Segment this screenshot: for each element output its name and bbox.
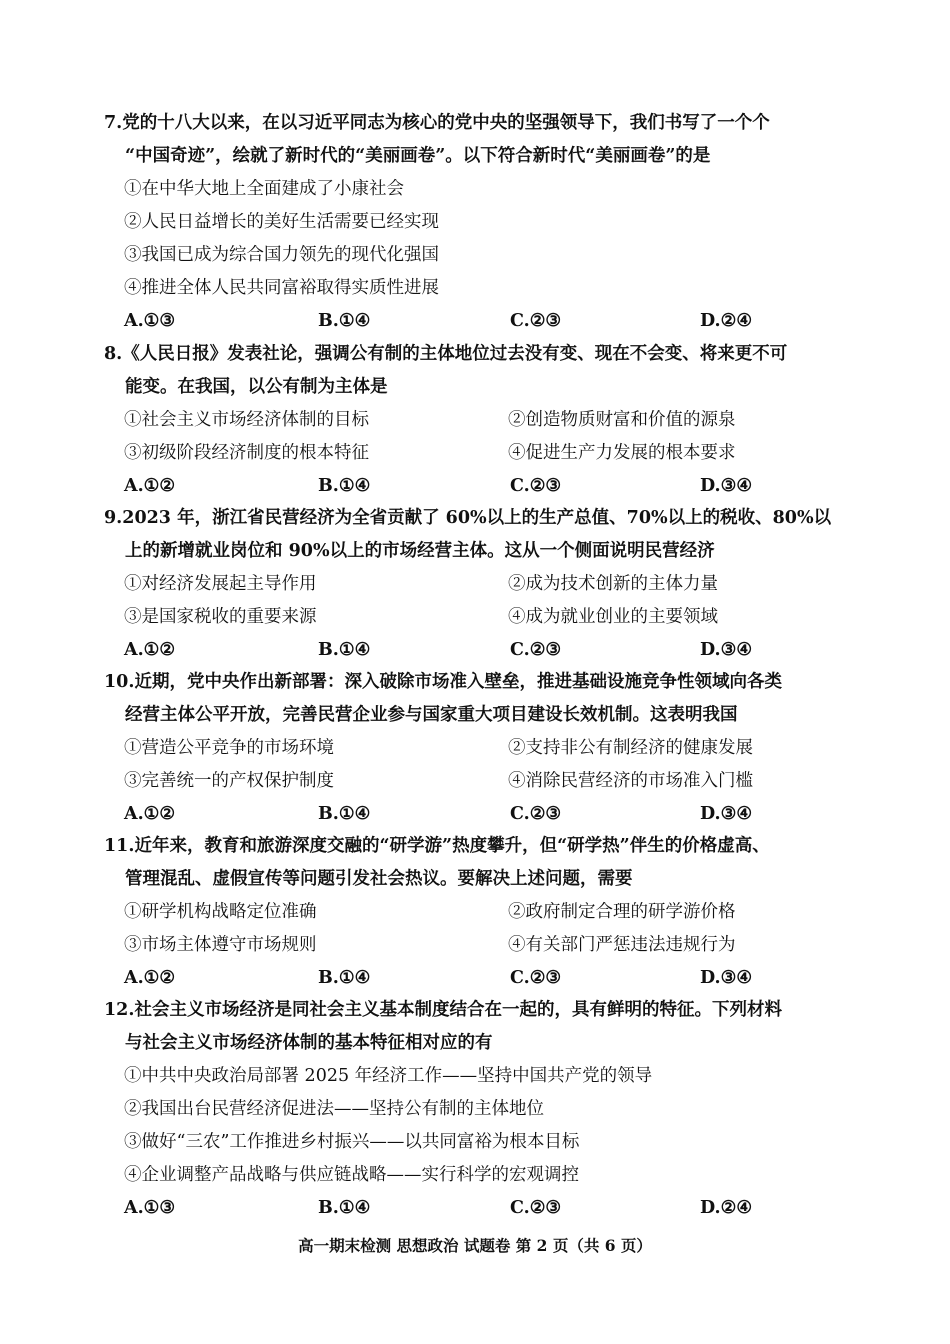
- statement-3: ③是国家税收的重要来源: [124, 607, 317, 627]
- statement-1: ①中共中央政治局部署 2025 年经济工作——坚持中国共产党的领导: [124, 1066, 653, 1086]
- question-stem-line: 10.近期，党中央作出新部署：深入破除市场准入壁垒，推进基础设施竞争性领域向各类: [104, 672, 782, 692]
- statement-4: ④成为就业创业的主要领域: [508, 607, 718, 627]
- statement-3: ③初级阶段经济制度的根本特征: [124, 443, 369, 463]
- choice-d: D.③④: [700, 640, 753, 660]
- choice-a: A.①②: [124, 640, 176, 660]
- question-stem-line: 能变。在我国，以公有制为主体是: [125, 377, 388, 397]
- statement-1: ①在中华大地上全面建成了小康社会: [124, 179, 404, 199]
- statement-2: ②成为技术创新的主体力量: [508, 574, 718, 594]
- statement-2: ②支持非公有制经济的健康发展: [508, 738, 753, 758]
- statement-2: ②政府制定合理的研学游价格: [508, 902, 736, 922]
- choice-b: B.①④: [318, 804, 371, 824]
- choice-a: A.①③: [124, 1198, 176, 1218]
- choice-b: B.①④: [318, 476, 371, 496]
- question-stem-line: 7.党的十八大以来，在以习近平同志为核心的党中央的坚强领导下，我们书写了一个个: [104, 113, 770, 133]
- question-stem-line: 11.近年来，教育和旅游深度交融的“研学游”热度攀升，但“研学热”伴生的价格虚高、: [104, 836, 770, 856]
- statement-3: ③做好“三农”工作推进乡村振兴——以共同富裕为根本目标: [124, 1132, 580, 1152]
- statement-1: ①营造公平竞争的市场环境: [124, 738, 334, 758]
- statement-1: ①社会主义市场经济体制的目标: [124, 410, 369, 430]
- statement-3: ③完善统一的产权保护制度: [124, 771, 334, 791]
- choice-d: D.③④: [700, 476, 753, 496]
- choice-d: D.②④: [700, 1198, 753, 1218]
- choice-a: A.①③: [124, 311, 176, 331]
- choice-d: D.③④: [700, 804, 753, 824]
- statement-4: ④促进生产力发展的根本要求: [508, 443, 736, 463]
- choice-c: C.②③: [510, 968, 562, 988]
- choice-c: C.②③: [510, 640, 562, 660]
- statement-4: ④企业调整产品战略与供应链战略——实行科学的宏观调控: [124, 1165, 579, 1185]
- question-stem-line: 8.《人民日报》发表社论，强调公有制的主体地位过去没有变、现在不会变、将来更不可: [104, 344, 788, 364]
- statement-4: ④推进全体人民共同富裕取得实质性进展: [124, 278, 439, 298]
- statement-2: ②创造物质财富和价值的源泉: [508, 410, 736, 430]
- choice-b: B.①④: [318, 1198, 371, 1218]
- question-stem-line: 管理混乱、虚假宣传等问题引发社会热议。要解决上述问题，需要: [125, 869, 633, 889]
- question-stem-line: “中国奇迹”，绘就了新时代的“美丽画卷”。以下符合新时代“美丽画卷”的是: [125, 146, 711, 166]
- choice-d: D.③④: [700, 968, 753, 988]
- statement-4: ④消除民营经济的市场准入门槛: [508, 771, 753, 791]
- question-stem-line: 上的新增就业岗位和 90%以上的市场经营主体。这从一个侧面说明民营经济: [125, 541, 715, 561]
- statement-1: ①研学机构战略定位准确: [124, 902, 317, 922]
- statement-1: ①对经济发展起主导作用: [124, 574, 317, 594]
- choice-c: C.②③: [510, 804, 562, 824]
- question-stem-line: 经营主体公平开放，完善民营企业参与国家重大项目建设长效机制。这表明我国: [125, 705, 738, 725]
- statement-4: ④有关部门严惩违法违规行为: [508, 935, 736, 955]
- statement-2: ②人民日益增长的美好生活需要已经实现: [124, 212, 439, 232]
- choice-c: C.②③: [510, 476, 562, 496]
- choice-a: A.①②: [124, 968, 176, 988]
- choice-b: B.①④: [318, 968, 371, 988]
- choice-b: B.①④: [318, 640, 371, 660]
- page-footer: 高一期末检测 思想政治 试题卷 第 2 页（共 6 页）: [298, 1236, 652, 1255]
- choice-c: C.②③: [510, 311, 562, 331]
- question-stem-line: 与社会主义市场经济体制的基本特征相对应的有: [125, 1033, 493, 1053]
- choice-c: C.②③: [510, 1198, 562, 1218]
- statement-3: ③我国已成为综合国力领先的现代化强国: [124, 245, 439, 265]
- question-stem-line: 12.社会主义市场经济是同社会主义基本制度结合在一起的，具有鲜明的特征。下列材料: [104, 1000, 782, 1020]
- choice-d: D.②④: [700, 311, 753, 331]
- choice-a: A.①②: [124, 804, 176, 824]
- statement-3: ③市场主体遵守市场规则: [124, 935, 317, 955]
- statement-2: ②我国出台民营经济促进法——坚持公有制的主体地位: [124, 1099, 544, 1119]
- question-stem-line: 9.2023 年，浙江省民营经济为全省贡献了 60%以上的生产总值、70%以上的税收、80%以: [104, 508, 832, 528]
- choice-a: A.①②: [124, 476, 176, 496]
- choice-b: B.①④: [318, 311, 371, 331]
